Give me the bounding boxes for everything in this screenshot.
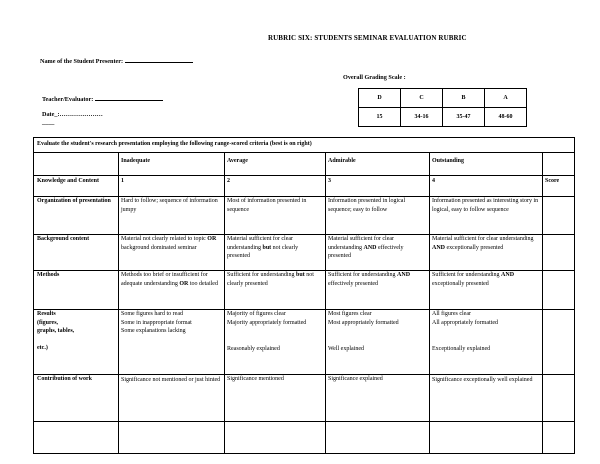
cell-text: exceptionally presented [445,244,504,251]
cell-line: Some explanations lacking [121,328,186,335]
rubric-cell [429,309,542,374]
rubric-cell: Significance explained [328,376,383,382]
rubric-cell [118,270,224,309]
cell-text: Material sufficient for clear understanding [328,236,395,251]
evaluator-blank [95,94,163,101]
emphasis: OR [207,236,217,242]
cell-text: Sufficient for understanding [432,272,502,278]
emphasis: but [262,244,272,251]
cell-line: Majority appropriately formatted [227,320,307,326]
cell-text: exceptionally presented [432,280,489,287]
criterion-results [34,309,118,374]
rubric-cell [429,270,542,309]
rubric-table [33,137,575,454]
page-title: RUBRIC SIX: STUDENTS SEMINAR EVALUATION RUBRIC [268,34,467,42]
grading-scale-table [358,88,527,127]
criterion-line: graphs, tables, [37,328,75,335]
cell-text: effectively presented [328,280,379,287]
rubric-cell: Most of information presented in sequence [227,198,307,213]
cell-text: too detailed [188,280,218,287]
cell-line: Most appropriately formatted [328,320,399,326]
student-presenter-blank [125,56,193,63]
score-value: 4 [432,178,435,184]
cell-text: not clearly presented [227,272,314,287]
rubric-cell [325,270,429,309]
cell-line: Some in inappropriate format [121,319,192,326]
column-divider [542,152,543,453]
cell-text: Methods too brief or insufficient for adequate understanding [121,272,208,287]
student-presenter-label: Name of the Student Presenter: [40,58,124,65]
rubric-instruction: Evaluate the student's research presentation employing the following range-scored criteria (best is on right) [37,141,312,147]
date-tail: ____ [42,119,55,126]
cell-line: Most figures clear [328,311,372,317]
emphasis: AND [501,272,515,278]
cell-line: All appropriately formatted [432,320,498,326]
criterion-organization: Organization of presentation [37,198,111,204]
rubric-cell: Information presented as interesting story in logical, easy to follow sequence [432,198,539,213]
rubric-cell: Significance not mentioned or just hinted [121,377,221,383]
rubric-cell [224,234,325,270]
rubric-cell: Hard to follow; sequence of information jumpy [121,198,218,213]
rubric-cell [325,234,429,270]
criterion-knowledge: Knowledge and Content [37,178,100,184]
cell-text: Material sufficient for clear understanding [227,236,294,251]
column-header-inadequate: Inadequate [121,158,151,164]
grading-scale-label: Overall Grading Scale : [343,74,406,81]
range-cell: 48-60 [485,108,527,127]
emphasis: OR [179,280,189,287]
range-cell: 15 [359,108,401,127]
rubric-cell [224,270,325,309]
emphasis: but [296,272,305,278]
rubric-cell [429,234,542,270]
cell-text: Sufficient for understanding [328,272,398,278]
cell-text: effectively presented [328,244,404,260]
criterion-line: Results [37,311,56,317]
cell-text: Material not clearly related to topic [121,236,208,242]
grade-row [359,89,527,108]
cell-line: Some figures hard to read [121,311,183,317]
column-header-outstanding: Outstanding [432,158,465,164]
grade-cell: A [485,89,527,108]
criterion-line: etc.) [37,344,48,351]
student-presenter-field [40,56,193,65]
emphasis: AND [397,272,411,278]
evaluator-label: Teacher/Evaluator: [42,96,94,103]
cell-line: Majority of figures clear [227,311,286,317]
range-cell: 35-47 [443,108,485,127]
grade-cell: C [401,89,443,108]
date-label: Date_:………………… [42,111,103,118]
cell-text: Material sufficient for clear understanding [432,236,534,242]
grade-cell: D [359,89,401,108]
rubric-cell: Information presented in logical sequence; easy to follow [328,198,406,213]
cell-line: Reasonably explained [227,346,280,352]
rubric-cell: Significance mentioned [227,376,284,382]
column-header-average: Average [227,158,248,164]
emphasis: AND [432,244,445,251]
criterion-contribution: Contribution of work [37,376,93,382]
rubric-cell [325,309,429,374]
criterion-methods: Methods [37,272,60,278]
rubric-cell [118,309,224,374]
cell-text: Sufficient for understanding [227,272,297,278]
criterion-line: (figures, [37,319,59,326]
cell-line: Exceptionally explained [432,346,491,352]
grade-cell: B [443,89,485,108]
rubric-cell [224,309,325,374]
score-column-label: Score [545,178,560,184]
range-cell: 34-16 [401,108,443,127]
cell-line: All figures clear [432,311,471,317]
evaluator-field [42,94,163,103]
emphasis: AND [363,244,377,251]
cell-text: not clearly presented [227,244,299,260]
cell-text: background dominated seminar [121,244,197,251]
row-divider [34,421,574,422]
cell-line: Well explained [328,346,365,352]
score-value: 1 [121,178,124,184]
range-row [359,108,527,127]
column-header-admirable: Admirable [328,158,356,164]
score-value: 3 [328,178,331,184]
rubric-cell: Significance exceptionally well explained [432,377,533,383]
rubric-cell [118,234,224,270]
criterion-background: Background content [37,236,90,242]
score-value: 2 [227,178,230,184]
